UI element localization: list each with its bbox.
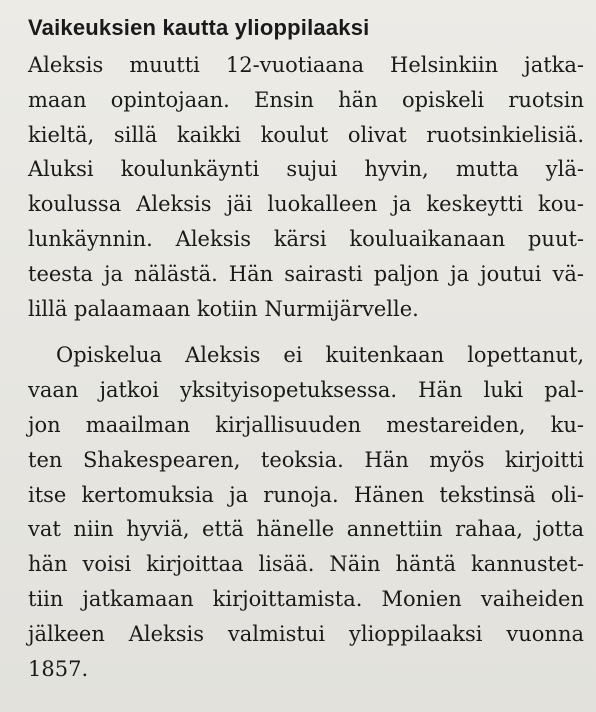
text-line: lillä palaamaan kotiin Nurmijärvelle. [28,296,419,321]
section-heading: Vaikeuksien kautta ylioppilaaksi [28,15,370,40]
text-line: kieltä, sillä kaikki koulut olivat ruotsinkielisiä. [28,122,584,147]
text-line: vaan jatkoi yksityisopetuksessa. Hän luki pal- [28,378,584,403]
text-line: teesta ja nälästä. Hän sairasti paljon ja joutui vä- [28,261,584,286]
text-line: hän voisi kirjoittaa lisää. Näin häntä kannustet- [28,552,584,577]
text-line: jon maailman kirjallisuuden mestareiden, ku- [28,412,584,437]
text-line: 1857. [28,656,89,681]
paragraph-1 [28,48,584,326]
text-line: tiin jatkamaan kirjoittamista. Monien vaiheiden [28,586,584,611]
text-line: maan opintojaan. Ensin hän opiskeli ruotsin [28,87,584,112]
text-line: Aleksis muutti 12-vuotiaana Helsinkiin jatka- [28,53,584,77]
text-line: ten Shakespearen, teoksia. Hän myös kirjoitti [28,447,584,472]
text-line: Opiskelua Aleksis ei kuitenkaan lopettanut, [56,343,584,368]
text-line: lunkäynnin. Aleksis kärsi kouluaikanaan puut- [28,226,584,251]
text-line: Aluksi koulunkäynti sujui hyvin, mutta ylä- [28,157,584,182]
paragraph-2 [28,338,584,686]
text-line: koulussa Aleksis jäi luokalleen ja keskeytti kou- [28,192,584,217]
text-line: itse kertomuksia ja runoja. Hänen tekstinsä oli- [28,482,584,507]
text-line: vat niin hyviä, että hänelle annettiin rahaa, jotta [28,517,584,542]
text-line: jälkeen Aleksis valmistui ylioppilaaksi vuonna [28,621,584,646]
